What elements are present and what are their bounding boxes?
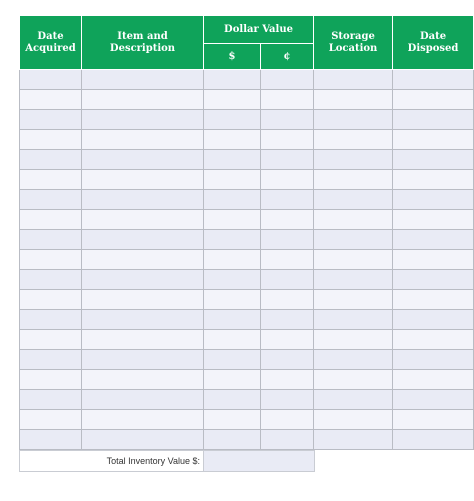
table-row: [20, 410, 474, 430]
cell-dollars[interactable]: [204, 390, 261, 410]
cell-dollars[interactable]: [204, 330, 261, 350]
cell-dollars[interactable]: [204, 430, 261, 450]
col-header-dollars: $: [204, 44, 261, 70]
cell-item-description[interactable]: [82, 230, 204, 250]
cell-cents[interactable]: [261, 230, 314, 250]
cell-cents[interactable]: [261, 250, 314, 270]
cell-dollars[interactable]: [204, 370, 261, 390]
cell-date-acquired[interactable]: [20, 430, 82, 450]
cell-date-disposed[interactable]: [393, 190, 474, 210]
table-row: [20, 310, 474, 330]
cell-date-acquired[interactable]: [20, 150, 82, 170]
cell-cents[interactable]: [261, 270, 314, 290]
cell-date-acquired[interactable]: [20, 270, 82, 290]
table-row: [20, 230, 474, 250]
table-row: [20, 270, 474, 290]
cell-storage-location[interactable]: [314, 250, 393, 270]
table-row: [20, 430, 474, 450]
col-header-storage-location: Storage Location: [314, 16, 393, 70]
table-row: [20, 170, 474, 190]
cell-date-disposed[interactable]: [393, 270, 474, 290]
cell-storage-location[interactable]: [314, 150, 393, 170]
cell-cents[interactable]: [261, 110, 314, 130]
cell-storage-location[interactable]: [314, 70, 393, 90]
cell-cents[interactable]: [261, 170, 314, 190]
total-inventory-label: Total Inventory Value $:: [20, 451, 204, 472]
cell-date-disposed[interactable]: [393, 370, 474, 390]
cell-dollars[interactable]: [204, 310, 261, 330]
cell-date-disposed[interactable]: [393, 330, 474, 350]
cell-item-description[interactable]: [82, 210, 204, 230]
cell-storage-location[interactable]: [314, 290, 393, 310]
cell-date-acquired[interactable]: [20, 210, 82, 230]
cell-date-acquired[interactable]: [20, 250, 82, 270]
cell-item-description[interactable]: [82, 350, 204, 370]
cell-dollars[interactable]: [204, 170, 261, 190]
cell-date-acquired[interactable]: [20, 350, 82, 370]
cell-date-acquired[interactable]: [20, 290, 82, 310]
table-row: [20, 250, 474, 270]
cell-dollars[interactable]: [204, 190, 261, 210]
cell-date-acquired[interactable]: [20, 130, 82, 150]
cell-item-description[interactable]: [82, 130, 204, 150]
cell-date-disposed[interactable]: [393, 170, 474, 190]
cell-storage-location[interactable]: [314, 370, 393, 390]
cell-dollars[interactable]: [204, 270, 261, 290]
cell-cents[interactable]: [261, 430, 314, 450]
cell-date-acquired[interactable]: [20, 90, 82, 110]
cell-date-acquired[interactable]: [20, 310, 82, 330]
cell-item-description[interactable]: [82, 270, 204, 290]
cell-date-disposed[interactable]: [393, 210, 474, 230]
cell-storage-location[interactable]: [314, 210, 393, 230]
cell-dollars[interactable]: [204, 150, 261, 170]
table-row: [20, 390, 474, 410]
inventory-body: [20, 70, 474, 450]
cell-date-acquired[interactable]: [20, 390, 82, 410]
table-row: [20, 110, 474, 130]
cell-item-description[interactable]: [82, 370, 204, 390]
cell-cents[interactable]: [261, 310, 314, 330]
table-row: [20, 210, 474, 230]
cell-storage-location[interactable]: [314, 350, 393, 370]
cell-item-description[interactable]: [82, 150, 204, 170]
total-inventory-value-field[interactable]: [204, 451, 315, 472]
cell-dollars[interactable]: [204, 210, 261, 230]
cell-storage-location[interactable]: [314, 390, 393, 410]
cell-date-disposed[interactable]: [393, 410, 474, 430]
table-row: [20, 290, 474, 310]
table-row: [20, 130, 474, 150]
cell-storage-location[interactable]: [314, 310, 393, 330]
cell-storage-location[interactable]: [314, 90, 393, 110]
cell-date-acquired[interactable]: [20, 410, 82, 430]
cell-cents[interactable]: [261, 210, 314, 230]
col-header-date-acquired: Date Acquired: [20, 16, 82, 70]
cell-cents[interactable]: [261, 330, 314, 350]
cell-item-description[interactable]: [82, 250, 204, 270]
col-header-date-disposed: Date Disposed: [393, 16, 474, 70]
cell-storage-location[interactable]: [314, 230, 393, 250]
table-row: [20, 150, 474, 170]
cell-item-description[interactable]: [82, 410, 204, 430]
cell-storage-location[interactable]: [314, 110, 393, 130]
cell-storage-location[interactable]: [314, 190, 393, 210]
cell-cents[interactable]: [261, 390, 314, 410]
cell-date-disposed[interactable]: [393, 130, 474, 150]
cell-item-description[interactable]: [82, 430, 204, 450]
cell-item-description[interactable]: [82, 390, 204, 410]
cell-date-acquired[interactable]: [20, 170, 82, 190]
cell-date-disposed[interactable]: [393, 290, 474, 310]
table-row: [20, 90, 474, 110]
cell-item-description[interactable]: [82, 70, 204, 90]
cell-item-description[interactable]: [82, 110, 204, 130]
cell-date-disposed[interactable]: [393, 350, 474, 370]
cell-date-disposed[interactable]: [393, 310, 474, 330]
cell-date-acquired[interactable]: [20, 370, 82, 390]
cell-date-disposed[interactable]: [393, 70, 474, 90]
cell-date-disposed[interactable]: [393, 110, 474, 130]
col-header-cents: ¢: [261, 44, 314, 70]
cell-storage-location[interactable]: [314, 270, 393, 290]
cell-cents[interactable]: [261, 190, 314, 210]
cell-cents[interactable]: [261, 350, 314, 370]
cell-dollars[interactable]: [204, 290, 261, 310]
cell-dollars[interactable]: [204, 230, 261, 250]
table-row: [20, 70, 474, 90]
cell-dollars[interactable]: [204, 350, 261, 370]
cell-date-disposed[interactable]: [393, 250, 474, 270]
cell-cents[interactable]: [261, 290, 314, 310]
cell-storage-location[interactable]: [314, 130, 393, 150]
total-row: [20, 451, 315, 472]
cell-item-description[interactable]: [82, 170, 204, 190]
table-row: [20, 330, 474, 350]
table-row: [20, 370, 474, 390]
cell-date-acquired[interactable]: [20, 190, 82, 210]
cell-cents[interactable]: [261, 70, 314, 90]
total-table: [19, 450, 315, 472]
cell-item-description[interactable]: [82, 290, 204, 310]
cell-date-disposed[interactable]: [393, 430, 474, 450]
cell-item-description[interactable]: [82, 310, 204, 330]
col-header-dollar-value: Dollar Value: [204, 16, 314, 44]
cell-date-acquired[interactable]: [20, 230, 82, 250]
cell-item-description[interactable]: [82, 330, 204, 350]
cell-cents[interactable]: [261, 90, 314, 110]
cell-date-disposed[interactable]: [393, 90, 474, 110]
cell-dollars[interactable]: [204, 250, 261, 270]
cell-storage-location[interactable]: [314, 330, 393, 350]
header-row: [20, 16, 474, 44]
cell-dollars[interactable]: [204, 130, 261, 150]
table-row: [20, 190, 474, 210]
cell-storage-location[interactable]: [314, 170, 393, 190]
cell-cents[interactable]: [261, 130, 314, 150]
cell-date-acquired[interactable]: [20, 110, 82, 130]
cell-item-description[interactable]: [82, 190, 204, 210]
cell-storage-location[interactable]: [314, 410, 393, 430]
col-header-item-description: Item and Description: [82, 16, 204, 70]
cell-dollars[interactable]: [204, 110, 261, 130]
inventory-sheet: [19, 15, 473, 472]
inventory-table: [19, 15, 474, 450]
cell-date-disposed[interactable]: [393, 230, 474, 250]
cell-date-acquired[interactable]: [20, 330, 82, 350]
cell-dollars[interactable]: [204, 410, 261, 430]
cell-date-disposed[interactable]: [393, 390, 474, 410]
cell-date-acquired[interactable]: [20, 70, 82, 90]
cell-storage-location[interactable]: [314, 430, 393, 450]
cell-cents[interactable]: [261, 410, 314, 430]
cell-dollars[interactable]: [204, 70, 261, 90]
cell-date-disposed[interactable]: [393, 150, 474, 170]
cell-item-description[interactable]: [82, 90, 204, 110]
table-row: [20, 350, 474, 370]
cell-cents[interactable]: [261, 150, 314, 170]
cell-dollars[interactable]: [204, 90, 261, 110]
cell-cents[interactable]: [261, 370, 314, 390]
